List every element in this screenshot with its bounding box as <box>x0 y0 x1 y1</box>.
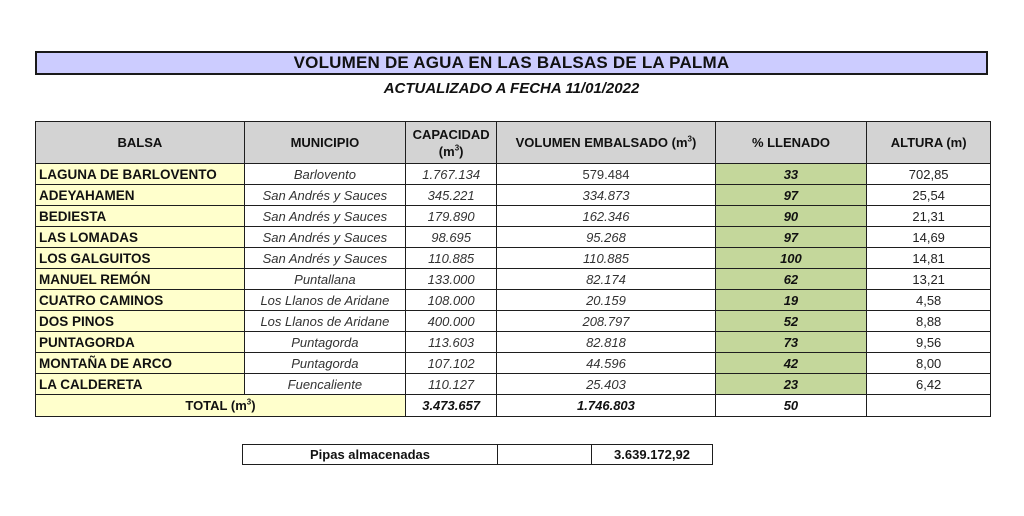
total-volumen: 1.746.803 <box>497 395 715 417</box>
table-header-row <box>36 122 991 164</box>
total-label <box>36 395 406 417</box>
cell-volumen: 82.818 <box>497 332 715 353</box>
cell-municipio: Los Llanos de Aridane <box>244 290 405 311</box>
cell-municipio: San Andrés y Sauces <box>244 248 405 269</box>
table-row <box>36 227 991 248</box>
cell-llenado: 97 <box>715 185 867 206</box>
header-volumen <box>497 122 715 164</box>
cell-altura: 702,85 <box>867 164 991 185</box>
cell-municipio: Los Llanos de Aridane <box>244 311 405 332</box>
cell-municipio: Barlovento <box>244 164 405 185</box>
header-capacidad-sup: 3 <box>454 143 460 153</box>
header-volumen-close: ) <box>691 135 697 150</box>
cell-volumen: 110.885 <box>497 248 715 269</box>
header-capacidad-label: CAPACIDAD <box>412 126 490 142</box>
table-row <box>36 164 991 185</box>
cell-llenado: 52 <box>715 311 867 332</box>
cell-volumen: 579.484 <box>497 164 715 185</box>
table-row <box>36 374 991 395</box>
reservoir-table <box>35 121 991 417</box>
header-llenado: % LLENADO <box>715 122 867 164</box>
cell-altura: 21,31 <box>867 206 991 227</box>
cell-balsa: CUATRO CAMINOS <box>36 290 245 311</box>
cell-llenado: 73 <box>715 332 867 353</box>
cell-municipio: Puntagorda <box>244 332 405 353</box>
cell-altura: 14,81 <box>867 248 991 269</box>
header-municipio: MUNICIPIO <box>244 122 405 164</box>
cell-volumen: 162.346 <box>497 206 715 227</box>
cell-capacidad: 110.127 <box>405 374 496 395</box>
table-row <box>36 248 991 269</box>
cell-altura: 6,42 <box>867 374 991 395</box>
table-row <box>36 269 991 290</box>
pipas-value: 3.639.172,92 <box>592 445 713 465</box>
header-altura: ALTURA (m) <box>867 122 991 164</box>
cell-llenado: 19 <box>715 290 867 311</box>
pipas-label: Pipas almacenadas <box>243 445 498 465</box>
cell-capacidad: 98.695 <box>405 227 496 248</box>
total-capacidad: 3.473.657 <box>405 395 496 417</box>
cell-llenado: 23 <box>715 374 867 395</box>
cell-llenado: 42 <box>715 353 867 374</box>
cell-altura: 8,88 <box>867 311 991 332</box>
cell-capacidad: 107.102 <box>405 353 496 374</box>
header-capacidad-close: ) <box>459 143 464 159</box>
cell-altura: 13,21 <box>867 269 991 290</box>
header-balsa: BALSA <box>36 122 245 164</box>
total-row <box>36 395 991 417</box>
cell-municipio: San Andrés y Sauces <box>244 206 405 227</box>
total-label-close: ) <box>251 398 256 413</box>
cell-llenado: 33 <box>715 164 867 185</box>
header-capacidad-unit: (m <box>438 143 455 159</box>
cell-capacidad: 110.885 <box>405 248 496 269</box>
pipas-table <box>242 444 713 465</box>
cell-balsa: LAS LOMADAS <box>36 227 245 248</box>
subtitle-date: ACTUALIZADO A FECHA 11/01/2022 <box>383 80 640 97</box>
cell-balsa: LA CALDERETA <box>36 374 245 395</box>
cell-municipio: San Andrés y Sauces <box>244 185 405 206</box>
cell-capacidad: 108.000 <box>405 290 496 311</box>
cell-capacidad: 113.603 <box>405 332 496 353</box>
cell-capacidad: 400.000 <box>405 311 496 332</box>
total-label-text: TOTAL (m <box>185 398 247 413</box>
cell-balsa: LAGUNA DE BARLOVENTO <box>36 164 245 185</box>
cell-balsa: PUNTAGORDA <box>36 332 245 353</box>
page-title <box>35 51 988 75</box>
cell-llenado: 100 <box>715 248 867 269</box>
cell-altura: 4,58 <box>867 290 991 311</box>
cell-altura: 8,00 <box>867 353 991 374</box>
table-row <box>36 185 991 206</box>
cell-volumen: 25.403 <box>497 374 715 395</box>
header-volumen-label: VOLUMEN EMBALSADO (m <box>515 135 688 150</box>
table-row <box>36 206 991 227</box>
cell-volumen: 334.873 <box>497 185 715 206</box>
cell-municipio: Puntallana <box>244 269 405 290</box>
cell-balsa: MONTAÑA DE ARCO <box>36 353 245 374</box>
cell-municipio: Fuencaliente <box>244 374 405 395</box>
cell-volumen: 95.268 <box>497 227 715 248</box>
total-llenado: 50 <box>715 395 867 417</box>
cell-altura: 9,56 <box>867 332 991 353</box>
pipas-row <box>243 445 713 465</box>
header-capacidad <box>405 122 496 164</box>
title-text: VOLUMEN DE AGUA EN LAS BALSAS DE LA PALMA <box>293 53 730 72</box>
cell-llenado: 97 <box>715 227 867 248</box>
cell-balsa: MANUEL REMÓN <box>36 269 245 290</box>
cell-llenado: 90 <box>715 206 867 227</box>
cell-capacidad: 133.000 <box>405 269 496 290</box>
table-row <box>36 311 991 332</box>
cell-capacidad: 1.767.134 <box>405 164 496 185</box>
cell-volumen: 44.596 <box>497 353 715 374</box>
table-row <box>36 290 991 311</box>
cell-capacidad: 179.890 <box>405 206 496 227</box>
cell-capacidad: 345.221 <box>405 185 496 206</box>
cell-balsa: LOS GALGUITOS <box>36 248 245 269</box>
cell-balsa: BEDIESTA <box>36 206 245 227</box>
pipas-empty-cell <box>498 445 592 465</box>
table-row <box>36 332 991 353</box>
cell-balsa: ADEYAHAMEN <box>36 185 245 206</box>
total-altura-empty <box>867 395 991 417</box>
cell-altura: 25,54 <box>867 185 991 206</box>
cell-municipio: Puntagorda <box>244 353 405 374</box>
cell-volumen: 208.797 <box>497 311 715 332</box>
cell-altura: 14,69 <box>867 227 991 248</box>
cell-volumen: 82.174 <box>497 269 715 290</box>
cell-balsa: DOS PINOS <box>36 311 245 332</box>
cell-llenado: 62 <box>715 269 867 290</box>
header-volumen-sup: 3 <box>687 134 692 144</box>
table-row <box>36 353 991 374</box>
cell-volumen: 20.159 <box>497 290 715 311</box>
total-label-sup: 3 <box>246 397 252 407</box>
cell-municipio: San Andrés y Sauces <box>244 227 405 248</box>
